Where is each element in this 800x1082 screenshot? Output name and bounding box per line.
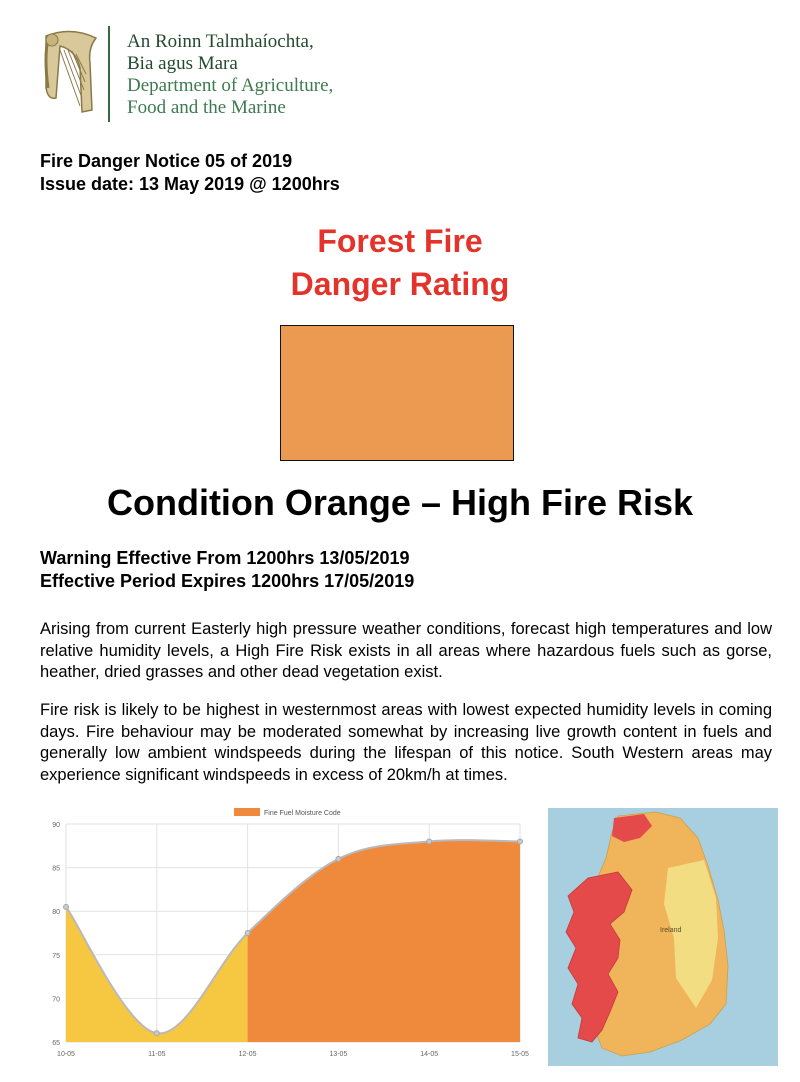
map-label-ireland: Ireland [660,927,682,934]
data-point [336,856,341,861]
effective-period [40,547,414,593]
ffmc-chart [38,804,530,1066]
legend-swatch [234,808,260,816]
x-tick-label: 15-05 [511,1051,529,1058]
body-paragraph-1: Arising from current Easterly high pressure weather conditions, forecast high temperatures and low relative humidity levels, a High Fire Risk exists in all areas where hazardous fuels such as gorse, heather, dried grasses and other dead vegetation exist. [40,620,772,681]
department-name [127,31,333,119]
y-tick-label: 70 [52,996,60,1004]
x-tick-label: 13-05 [329,1051,348,1058]
notice-info [40,150,340,196]
issue-date: Issue date: 13 May 2019 @ 1200hrs [40,174,340,194]
dept-irish-line1: An Roinn Talmhaíochta, [127,31,314,52]
x-tick-label: 12-05 [238,1051,257,1058]
y-tick-label: 65 [52,1040,60,1047]
notice-number: Fire Danger Notice 05 of 2019 [40,151,293,171]
x-tick-label: 10-05 [57,1051,75,1058]
y-tick-label: 75 [52,952,60,960]
data-point [245,931,250,936]
dept-english-line1: Department of Agriculture, [127,75,334,96]
y-tick-label: 90 [52,822,60,829]
y-tick-label: 85 [52,865,60,873]
y-tick-label: 80 [52,909,60,917]
body-paragraph-2: Fire risk is likely to be highest in westernmost areas with lowest expected humidity levels in coming days. Fire behaviour may be moderated somewhat by increasing live growth content in fuels and generally low ambient windspeeds during the lifespan of this notice. South Western areas may experience significant windspeeds in excess of 20km/h at times. [40,701,772,784]
x-tick-label: 11-05 [148,1051,166,1058]
effective-expires: Effective Period Expires 1200hrs 17/05/2019 [40,571,415,591]
fire-risk-map [548,808,778,1066]
legend-label: Fine Fuel Moisture Code [264,810,341,817]
title-line2: Danger Rating [290,266,510,302]
rating-color-swatch [280,325,514,461]
title-line1: Forest Fire [317,223,483,259]
data-point [518,839,523,844]
dept-english-line2: Food and the Marine [127,97,286,118]
data-point [154,1031,159,1036]
x-tick-label: 14-05 [420,1051,439,1058]
dept-irish-line2: Bia agus Mara [127,53,238,74]
effective-from: Warning Effective From 1200hrs 13/05/2019 [40,548,410,568]
header-divider [108,26,110,122]
data-point [64,904,69,909]
harp-emblem-icon [36,28,106,118]
condition-heading: Condition Orange – High Fire Risk [106,482,694,523]
danger-rating-title [0,220,800,306]
data-point [427,839,432,844]
